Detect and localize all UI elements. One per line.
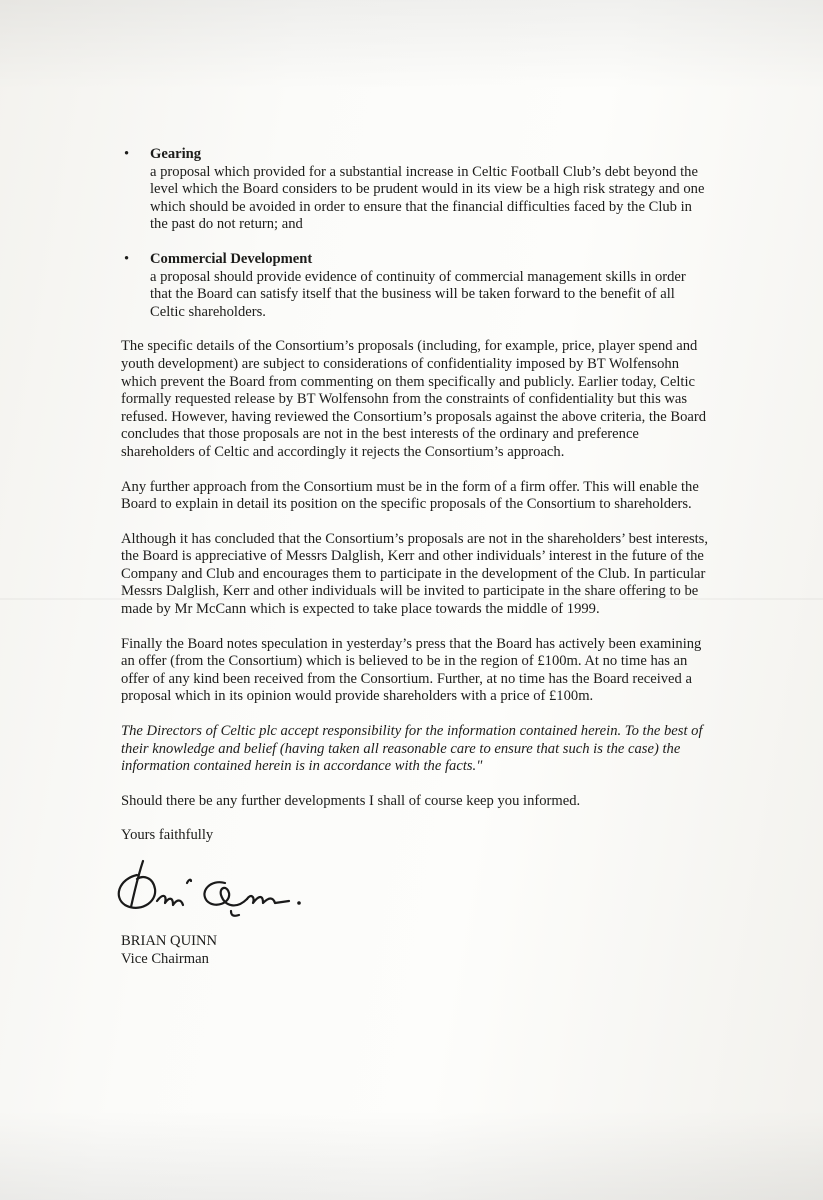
paragraph-firm-offer: Any further approach from the Consortium must be in the form of a firm offer. This will enable the Board to explain in detail its position on the specific proposals of the Consortium to shareholders. bbox=[121, 478, 699, 513]
responsibility-statement: The Directors of Celtic plc accept responsibility for the information contained herein. To the best of their knowledge and belief (having taken all reasonable care to ensure that such is the case) the information contained herein is in accordance with the facts." bbox=[121, 723, 703, 775]
bullet-marker: • bbox=[124, 250, 130, 267]
bullet-text: a proposal which provided for a substantial increase in Celtic Football Club’s debt beyond the level which the Board considers to be prudent would in its view be a high risk strategy and one which should be avoided in order to ensure that the financial difficulties faced by the Club in the past do not return; and bbox=[150, 163, 705, 233]
bullet-marker: • bbox=[124, 146, 130, 162]
bullet-title: Commercial Development bbox=[150, 250, 313, 267]
letter-body bbox=[121, 146, 711, 968]
paragraph-speculation: Finally the Board notes speculation in yesterday’s press that the Board has actively been examining an offer (from the Consortium) which is believed to be in the region of £100m. At no time has an offer of any kind been received from the Consortium. Further, at no time has the Board received a proposal which in its opinion would provide shareholders with a price of £100m. bbox=[121, 635, 702, 705]
signatory-name: BRIAN QUINN bbox=[121, 933, 218, 949]
bullet-title: Gearing bbox=[150, 146, 202, 162]
signatory-title: Vice Chairman bbox=[121, 950, 209, 967]
paragraph-appreciation: Although it has concluded that the Consortium’s proposals are not in the shareholders’ best interests, the Board is appreciative of Messrs Dalglish, Kerr and other individuals’ interest in the future of the Company and Club and encourages them to participate in the development of the Club. In particular Messrs Dalglish, Kerr and other individuals will be invited to participate in the share offering to be made by Mr McCann which is expected to take place towards the middle of 1999. bbox=[121, 530, 709, 618]
bullet-text: a proposal should provide evidence of continuity of commercial management skills in order that the Board can satisfy itself that the business will be taken forward to the benefit of all Celtic shareholders. bbox=[150, 268, 686, 320]
bullet-commercial-development bbox=[121, 251, 711, 321]
paragraph-confidentiality: The specific details of the Consortium’s proposals (including, for example, price, player spend and youth development) are subject to considerations of confidentiality imposed by BT Wolfensohn which prevent the Board from commenting on them specifically and publicly. Earlier today, Celtic formally requested release by BT Wolfensohn from the constraints of confidentiality but this was refused. However, having reviewed the Consortium’s proposals against the above criteria, the Board concludes that those proposals are not in the best interests of the ordinary and preference shareholders of Celtic and accordingly it rejects the Consortium’s approach. bbox=[121, 338, 707, 460]
handwritten-signature bbox=[113, 853, 313, 923]
bullet-gearing bbox=[121, 146, 711, 234]
closing-paragraph: Should there be any further developments I shall of course keep you informed. bbox=[121, 792, 581, 809]
bottom-shadow bbox=[0, 1110, 823, 1200]
top-shadow bbox=[0, 0, 823, 90]
sign-off: Yours faithfully bbox=[121, 827, 214, 844]
